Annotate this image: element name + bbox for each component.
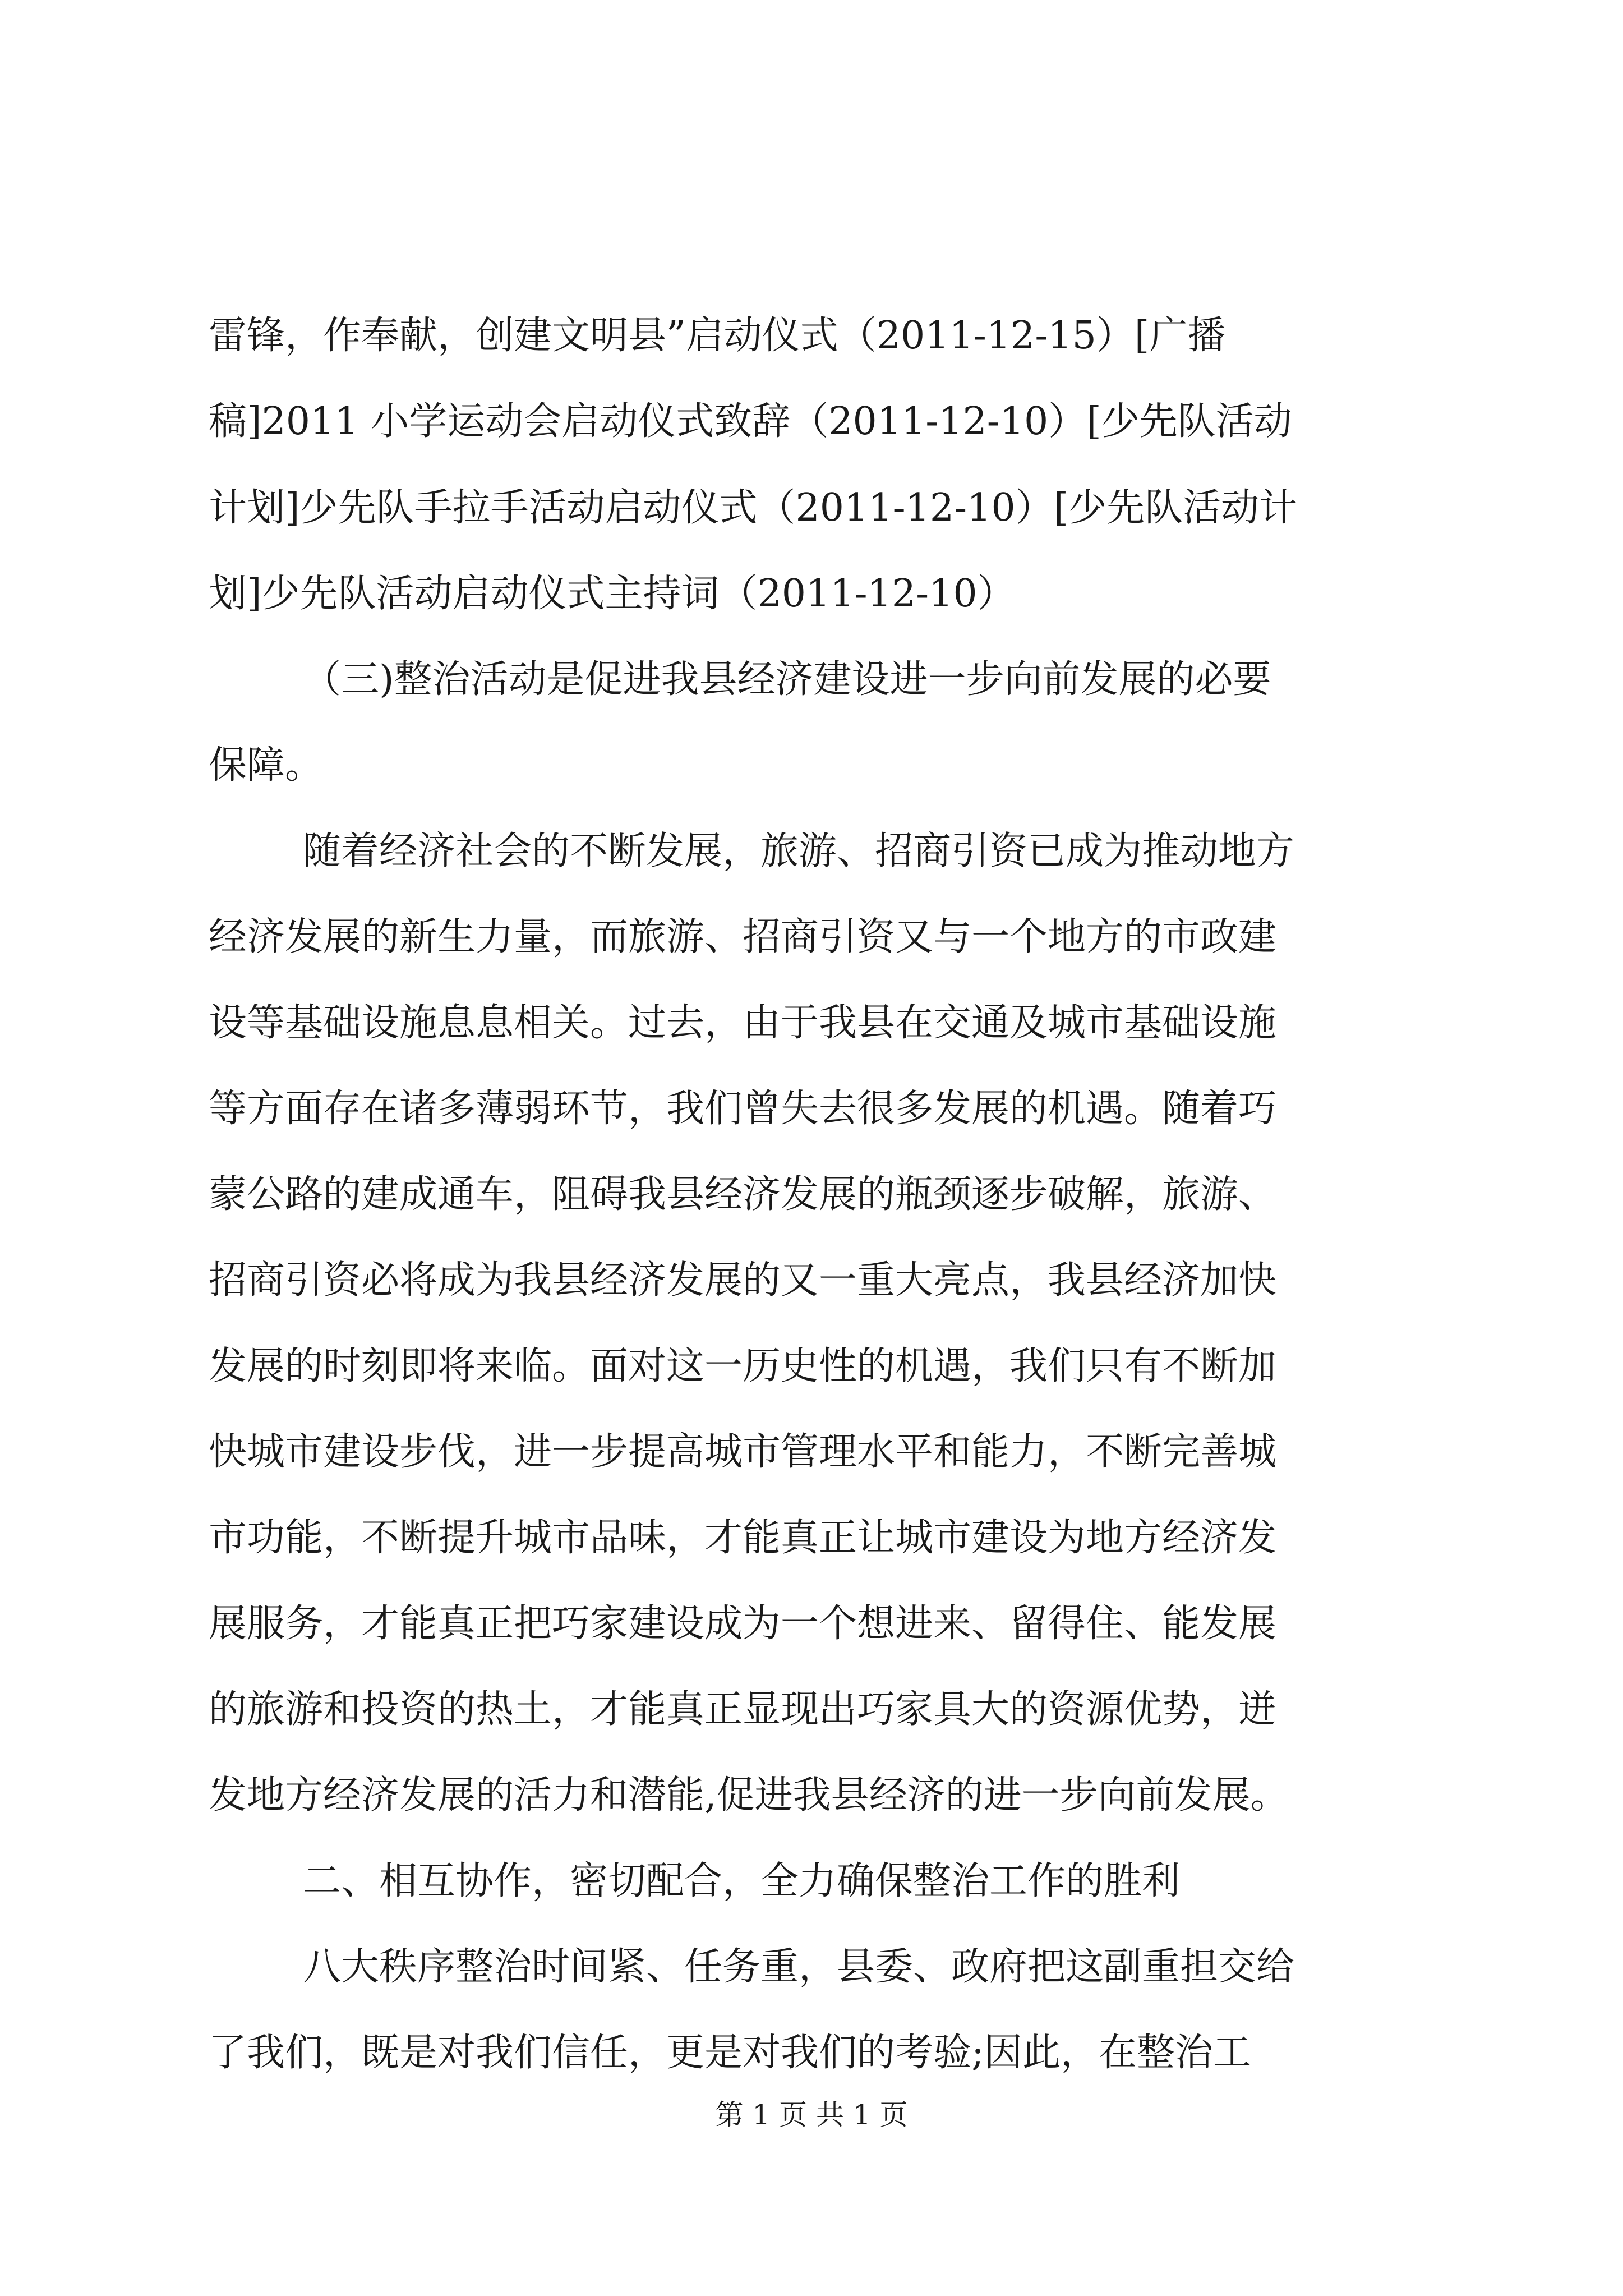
text-line: 稿]2011 小学运动会启动仪式致辞（2011-12-10）[少先队活动 bbox=[209, 399, 1292, 444]
text-line: 八大秩序整治时间紧、任务重，县委、政府把这副重担交给 bbox=[303, 1945, 1295, 1989]
page-footer: 第 1 页 共 1 页 bbox=[715, 2099, 908, 2131]
text-line: 招商引资必将成为我县经济发展的又一重大亮点，我县经济加快 bbox=[209, 1258, 1277, 1303]
text-line: 蒙公路的建成通车，阻碍我县经济发展的瓶颈逐步破解，旅游、 bbox=[209, 1172, 1277, 1217]
text-line: 了我们，既是对我们信任，更是对我们的考验;因此，在整治工 bbox=[209, 2031, 1251, 2075]
text-line: 设等基础设施息息相关。过去，由于我县在交通及城市基础设施 bbox=[209, 1001, 1277, 1045]
text-line: 二、相互协作，密切配合，全力确保整治工作的胜利 bbox=[303, 1859, 1181, 1903]
text-line: 计划]少先队手拉手活动启动仪式（2011-12-10）[少先队活动计 bbox=[209, 486, 1298, 530]
text-line: 划]少先队活动启动仪式主持词（2011-12-10） bbox=[209, 572, 1016, 616]
text-line: 等方面存在诸多薄弱环节，我们曾失去很多发展的机遇。随着巧 bbox=[209, 1087, 1277, 1131]
text-line: 雷锋，作奉献，创建文明县”启动仪式（2011-12-15）[广播 bbox=[209, 314, 1226, 358]
text-line: 经济发展的新生力量，而旅游、招商引资又与一个地方的市政建 bbox=[209, 915, 1277, 959]
text-line: 展服务，才能真正把巧家建设成为一个想进来、留得住、能发展 bbox=[209, 1602, 1277, 1646]
text-line: 的旅游和投资的热土，才能真正显现出巧家具大的资源优势，迸 bbox=[209, 1687, 1277, 1732]
text-line: 市功能，不断提升城市品味，才能真正让城市建设为地方经济发 bbox=[209, 1516, 1277, 1560]
text-line: 随着经济社会的不断发展，旅游、招商引资已成为推动地方 bbox=[303, 829, 1295, 873]
text-line: 保障。 bbox=[209, 743, 324, 788]
text-line: 发展的时刻即将来临。面对这一历史性的机遇，我们只有不断加 bbox=[209, 1344, 1277, 1388]
text-line: 发地方经济发展的活力和潜能,促进我县经济的进一步向前发展。 bbox=[209, 1773, 1289, 1818]
text-line: 快城市建设步伐，进一步提高城市管理水平和能力，不断完善城 bbox=[209, 1430, 1277, 1474]
text-line: （三)整治活动是促进我县经济建设进一步向前发展的必要 bbox=[303, 657, 1271, 702]
